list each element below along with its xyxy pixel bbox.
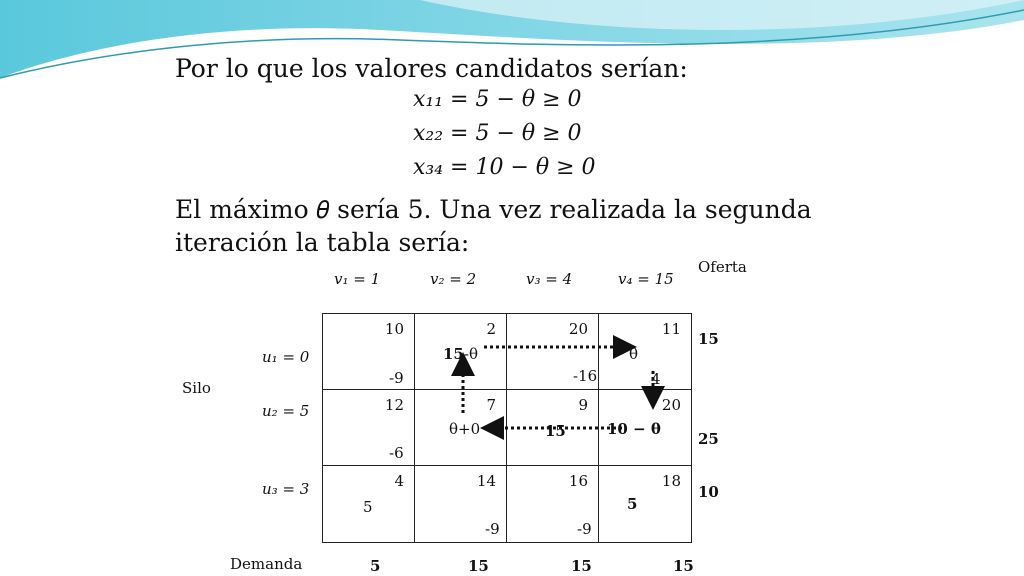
cost-value: 16 [568,472,588,490]
cost-value: 20 [568,320,588,338]
allocation-value: 10 − θ [607,420,661,438]
allocation-value: 5 [627,495,638,513]
cost-value: 12 [384,396,404,414]
theta-term: θ [629,345,639,363]
demand-2: 15 [468,557,489,575]
cost-value: 20 [661,396,681,414]
demand-3: 15 [571,557,592,575]
demand-4: 15 [673,557,694,575]
v2-label: 𝑣₂ = 2 [430,270,477,288]
equation-x11: 𝑥₁₁ = 5 − 𝜃 ≥ 0 [413,87,582,112]
allocation-value: 5 [363,498,373,516]
cost-value: 7 [486,396,496,414]
u3-label: 𝑢₃ = 3 [262,480,310,498]
cost-value: 11 [661,320,681,338]
v1-label: 𝑣₁ = 1 [334,270,381,288]
cost-value: 10 [384,320,404,338]
equation-x22: 𝑥₂₂ = 5 − 𝜃 ≥ 0 [413,121,582,146]
cost-value: 14 [476,472,496,490]
silo-label: Silo [182,379,211,397]
supply-1: 15 [698,330,719,348]
reduced-cost: -6 [389,444,404,462]
allocation-value: 15 [443,345,464,363]
oferta-label: Oferta [698,258,747,276]
v3-label: 𝑣₃ = 4 [526,270,573,288]
equation-x34: 𝑥₃₄ = 10 − 𝜃 ≥ 0 [413,155,596,180]
reduced-cost: -9 [389,369,404,387]
intro-text: Por lo que los valores candidatos serían: [175,54,688,83]
cost-value: 4 [394,472,404,490]
v4-label: 𝑣₄ = 15 [618,270,674,288]
demand-1: 5 [370,557,381,575]
supply-2: 25 [698,430,719,448]
reduced-cost: -9 [485,520,500,538]
u2-label: 𝑢₂ = 5 [262,402,310,420]
u1-label: 𝑢₁ = 0 [262,348,310,366]
theta-term: θ+0 [449,420,481,438]
reduced-cost: -9 [577,520,592,538]
allocation-value: 15 [545,422,566,440]
cost-value: 18 [661,472,681,490]
paragraph-line-1: El máximo 𝜃 sería 5. Una vez realizada la segunda [175,195,812,224]
supply-3: 10 [698,483,719,501]
theta-term: -θ [463,345,478,363]
demanda-label: Demanda [230,555,303,573]
reduced-cost: 4 [651,370,661,388]
reduced-cost: -16 [573,367,598,385]
paragraph-line-2: iteración la tabla sería: [175,228,470,257]
cost-value: 9 [578,396,588,414]
cost-value: 2 [486,320,496,338]
